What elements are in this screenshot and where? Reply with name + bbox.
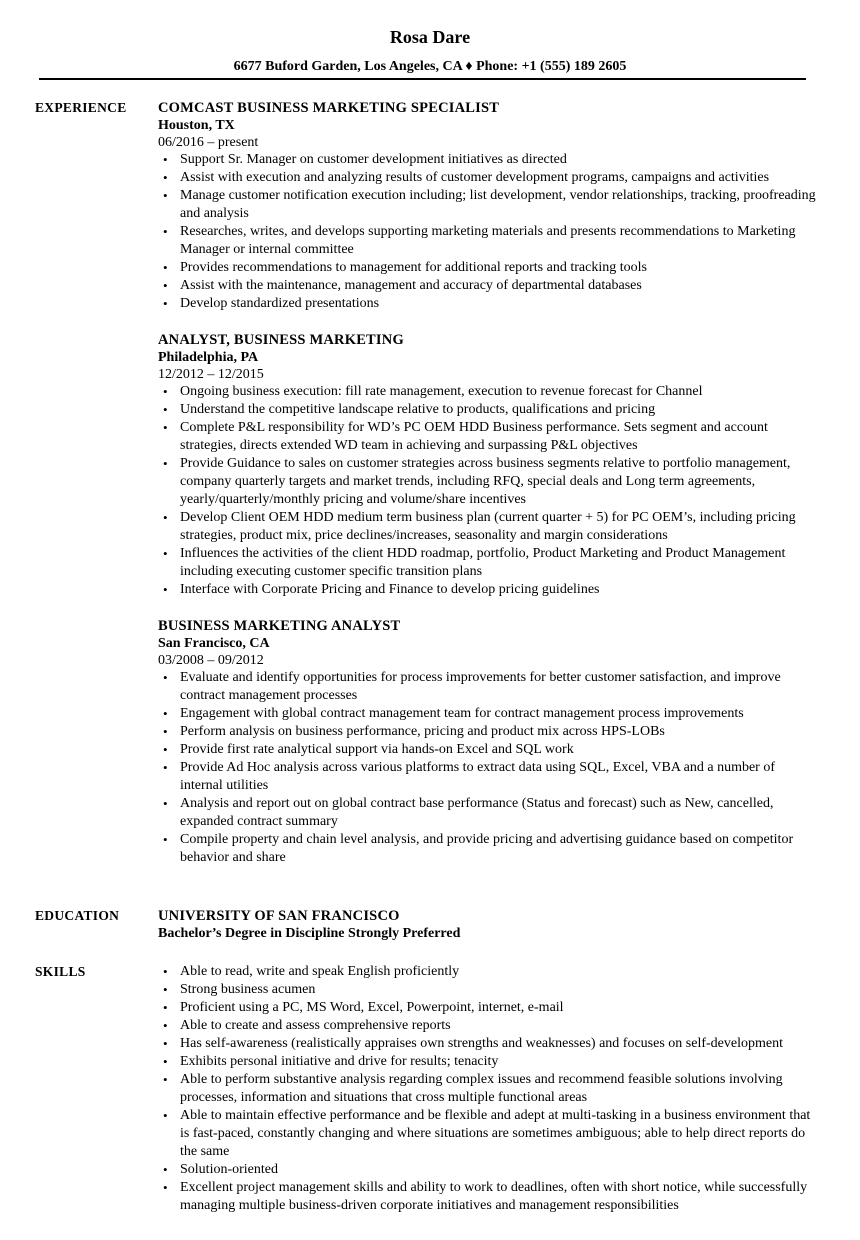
bullet-item: • Provide Guidance to sales on customer strategies across business segments relative to portfolio management, company quarterly targets and market trends, including RFQ, special deals and Long term agreements, yearly/quarterly/monthly pricing and volume/share incentives [158, 455, 818, 509]
bullet-item: • Analysis and report out on global contract base performance (Status and forecast) such as New, cancelled, expanded contract summary [158, 795, 818, 831]
job-bullets [158, 669, 818, 867]
section-title-education: EDUCATION [35, 908, 120, 923]
bullet-item: • Researches, writes, and develops supporting marketing materials and presents recommendations to Marketing Manager or internal committee [158, 223, 818, 259]
job-location: Philadelphia, PA [158, 350, 259, 365]
skills-list [158, 963, 818, 1215]
skill-item: • Excellent project management skills and ability to work to deadlines, often with short notice, while successfully managing multiple business-driven corporate initiatives and management responsibilities [158, 1179, 818, 1215]
contact-line: 6677 Buford Garden, Los Angeles, CA ♦ Phone: +1 (555) 189 2605 [233, 59, 627, 74]
bullet-item: • Provide first rate analytical support via hands-on Excel and SQL work [158, 741, 818, 759]
skill-item: • Strong business acumen [158, 981, 818, 999]
bullet-item: • Ongoing business execution: fill rate management, execution to revenue forecast for Channel [158, 383, 818, 401]
bullet-item: • Compile property and chain level analysis, and provide pricing and advertising guidance based on competitor behavior and share [158, 831, 818, 867]
bullet-item: • Assist with execution and analyzing results of customer development programs, campaigns and activities [158, 169, 818, 187]
bullet-item: • Complete P&L responsibility for WD’s PC OEM HDD Business performance. Sets segment and account strategies, directs extended WD team in achieving and surpassing P&L objectives [158, 419, 818, 455]
school-name: UNIVERSITY OF SAN FRANCISCO [158, 908, 400, 924]
job-dates: 12/2012 – 12/2015 [158, 367, 264, 382]
job-entry [158, 617, 818, 867]
degree: Bachelor’s Degree in Discipline Strongly Preferred [158, 926, 461, 941]
resume-header [0, 26, 860, 76]
skill-item: • Exhibits personal initiative and drive for results; tenacity [158, 1053, 818, 1071]
job-title: ANALYST, BUSINESS MARKETING [158, 332, 404, 348]
job-dates: 03/2008 – 09/2012 [158, 653, 264, 668]
bullet-item: • Develop standardized presentations [158, 295, 818, 313]
bullet-item: • Assist with the maintenance, management and accuracy of departmental databases [158, 277, 818, 295]
bullet-item: • Provides recommendations to management for additional reports and tracking tools [158, 259, 818, 277]
skill-item: • Able to perform substantive analysis regarding complex issues and recommend feasible solutions involving processes, information and situations that cross multiple functional areas [158, 1071, 818, 1107]
job-title: BUSINESS MARKETING ANALYST [158, 618, 401, 634]
section-title-skills: SKILLS [35, 964, 86, 979]
section-title-experience: EXPERIENCE [35, 100, 127, 115]
job-bullets [158, 151, 818, 313]
job-location: San Francisco, CA [158, 636, 270, 651]
bullet-item: • Perform analysis on business performance, pricing and product mix across HPS-LOBs [158, 723, 818, 741]
job-entry [158, 331, 818, 599]
bullet-item: • Provide Ad Hoc analysis across various platforms to extract data using SQL, Excel, VBA and a number of internal utilities [158, 759, 818, 795]
bullet-item: • Develop Client OEM HDD medium term business plan (current quarter + 5) for PC OEM’s, including pricing strategies, product mix, price declines/increases, seasonality and margin considerations [158, 509, 818, 545]
skill-item: • Able to maintain effective performance and be flexible and adept at multi-tasking in a business environment that is fast-paced, constantly changing and where situations are sometimes ambiguous; able to help direct reports do the same [158, 1107, 818, 1161]
job-entry [158, 99, 818, 313]
bullet-item: • Manage customer notification execution including; list development, vendor relationships, tracking, proofreading and analysis [158, 187, 818, 223]
skill-item: • Able to read, write and speak English proficiently [158, 963, 818, 981]
skill-item: • Able to create and assess comprehensive reports [158, 1017, 818, 1035]
bullet-item: • Evaluate and identify opportunities for process improvements for better customer satisfaction, and improve contract management processes [158, 669, 818, 705]
job-location: Houston, TX [158, 118, 235, 133]
experience-list [158, 99, 818, 867]
bullet-item: • Engagement with global contract management team for contract management process improvements [158, 705, 818, 723]
bullet-item: • Interface with Corporate Pricing and Finance to develop pricing guidelines [158, 581, 818, 599]
header-divider [39, 78, 806, 80]
job-bullets [158, 383, 818, 599]
education-entry [158, 907, 818, 943]
job-title: COMCAST BUSINESS MARKETING SPECIALIST [158, 100, 500, 116]
bullet-item: • Support Sr. Manager on customer development initiatives as directed [158, 151, 818, 169]
candidate-name: Rosa Dare [389, 27, 471, 47]
skill-item: • Has self-awareness (realistically appraises own strengths and weaknesses) and focuses on self-development [158, 1035, 818, 1053]
bullet-item: • Influences the activities of the client HDD roadmap, portfolio, Product Marketing and Product Management including executing customer specific transition plans [158, 545, 818, 581]
job-dates: 06/2016 – present [158, 135, 259, 150]
skill-bullets [158, 963, 818, 1215]
skill-item: • Solution-oriented [158, 1161, 818, 1179]
bullet-item: • Understand the competitive landscape relative to products, qualifications and pricing [158, 401, 818, 419]
skill-item: • Proficient using a PC, MS Word, Excel, Powerpoint, internet, e-mail [158, 999, 818, 1017]
